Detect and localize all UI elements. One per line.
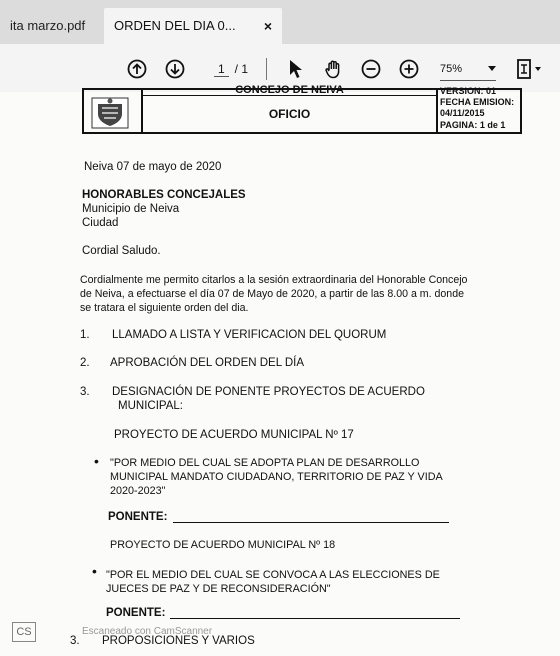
tab-ita-marzo[interactable] — [0, 8, 110, 44]
document-type: OFICIO — [268, 107, 311, 121]
agenda-item-number: 1. — [80, 329, 90, 341]
body-line: de Neiva, a efectuarse el día 07 de Mayo de 2020, a partir de las 8.00 a m. donde — [80, 288, 464, 300]
agenda-item-number: 3. — [70, 635, 80, 647]
agenda-item-text-cont: MUNICIPAL: — [118, 400, 183, 412]
pointer-icon — [287, 59, 303, 79]
camscanner-badge: CS — [12, 622, 36, 642]
recipient-line: Municipio de Neiva — [82, 203, 180, 215]
bullet: • — [92, 563, 97, 579]
hand-tool-button[interactable] — [322, 58, 346, 80]
pdf-page — [0, 84, 560, 656]
version-label: VERSION: 01 — [440, 86, 497, 96]
signature-line — [170, 618, 460, 619]
page-number-input[interactable]: 1 — [214, 62, 229, 77]
next-page-button[interactable] — [164, 58, 186, 80]
select-tool-button[interactable] — [284, 58, 306, 80]
body-line: Cordialmente me permito citarlos a la sesión extraordinaria del Honorable Concejo — [80, 274, 468, 286]
project-title: PROYECTO DE ACUERDO MUNICIPAL Nº 18 — [110, 539, 336, 551]
signature-line — [173, 522, 449, 523]
zoom-select[interactable] — [440, 58, 496, 81]
header-divider — [436, 90, 438, 134]
project-description: 2020-2023" — [110, 485, 166, 497]
greeting: Cordial Saludo. — [82, 245, 161, 257]
project-description: "POR EL MEDIO DEL CUAL SE CONVOCA A LAS ELECCIONES DE — [106, 569, 440, 581]
document-header — [82, 84, 522, 134]
project-description: MUNICIPAL MANDATO CIUDADANO, TERRITORIO DE PAZ Y VIDA — [110, 471, 443, 483]
camscanner-watermark: Escaneado con CamScanner — [82, 626, 213, 637]
agenda-item-text: PROPOSICIONES Y VARIOS — [102, 635, 255, 647]
issue-date-value: 04/11/2015 — [440, 108, 485, 118]
date-line: Neiva 07 de mayo de 2020 — [84, 161, 222, 173]
project-description: "POR MEDIO DEL CUAL SE ADOPTA PLAN DE DESARROLLO — [110, 457, 420, 469]
page-total: / 1 — [234, 62, 249, 76]
agenda-item-number: 3. — [80, 386, 90, 398]
arrow-up-circle-icon — [127, 59, 147, 79]
bullet: • — [94, 453, 99, 469]
tab-orden-del-dia[interactable] — [104, 8, 282, 44]
agenda-item-text: APROBACIÓN DEL ORDEN DEL DÍA — [110, 357, 305, 369]
fit-page-button[interactable] — [514, 58, 544, 80]
zoom-out-icon — [361, 59, 381, 79]
tab-label: ita marzo.pdf — [10, 18, 86, 33]
toolbar-divider — [266, 58, 267, 80]
institution-name: CONCEJO DE NEIVA — [235, 84, 344, 96]
tab-label: ORDEN DEL DIA 0... — [114, 18, 236, 33]
tab-bar — [0, 0, 560, 44]
ponente-label: PONENTE: — [108, 511, 168, 523]
previous-page-button[interactable] — [126, 58, 148, 80]
zoom-in-icon — [399, 59, 419, 79]
fit-page-icon — [515, 58, 543, 80]
issue-date-label: FECHA EMISION: — [440, 97, 515, 107]
zoom-value: 75% — [440, 63, 463, 75]
recipient-line: Ciudad — [82, 217, 119, 229]
ponente-label: PONENTE: — [106, 607, 166, 619]
zoom-in-button[interactable] — [398, 58, 420, 80]
coat-of-arms-logo — [90, 96, 130, 130]
agenda-item-number: 2. — [80, 357, 90, 369]
chevron-down-icon — [488, 66, 496, 72]
project-title: PROYECTO DE ACUERDO MUNICIPAL Nº 17 — [114, 429, 354, 441]
project-description: JUECES DE PAZ Y DE RECONSIDERACIÓN" — [106, 583, 331, 595]
hand-icon — [324, 59, 344, 79]
agenda-item-text: DESIGNACIÓN DE PONENTE PROYECTOS DE ACUERDO — [112, 386, 425, 398]
recipient-line: HONORABLES CONCEJALES — [82, 189, 246, 201]
page-indicator — [206, 58, 256, 80]
page-label: PAGINA: 1 de 1 — [440, 120, 506, 130]
arrow-down-circle-icon — [165, 59, 185, 79]
agenda-item-text: LLAMADO A LISTA Y VERIFICACION DEL QUORUM — [112, 329, 387, 341]
zoom-out-button[interactable] — [360, 58, 382, 80]
body-line: se tratara el siguiente orden del dia. — [80, 302, 249, 314]
tab-close-button[interactable]: × — [263, 18, 272, 34]
